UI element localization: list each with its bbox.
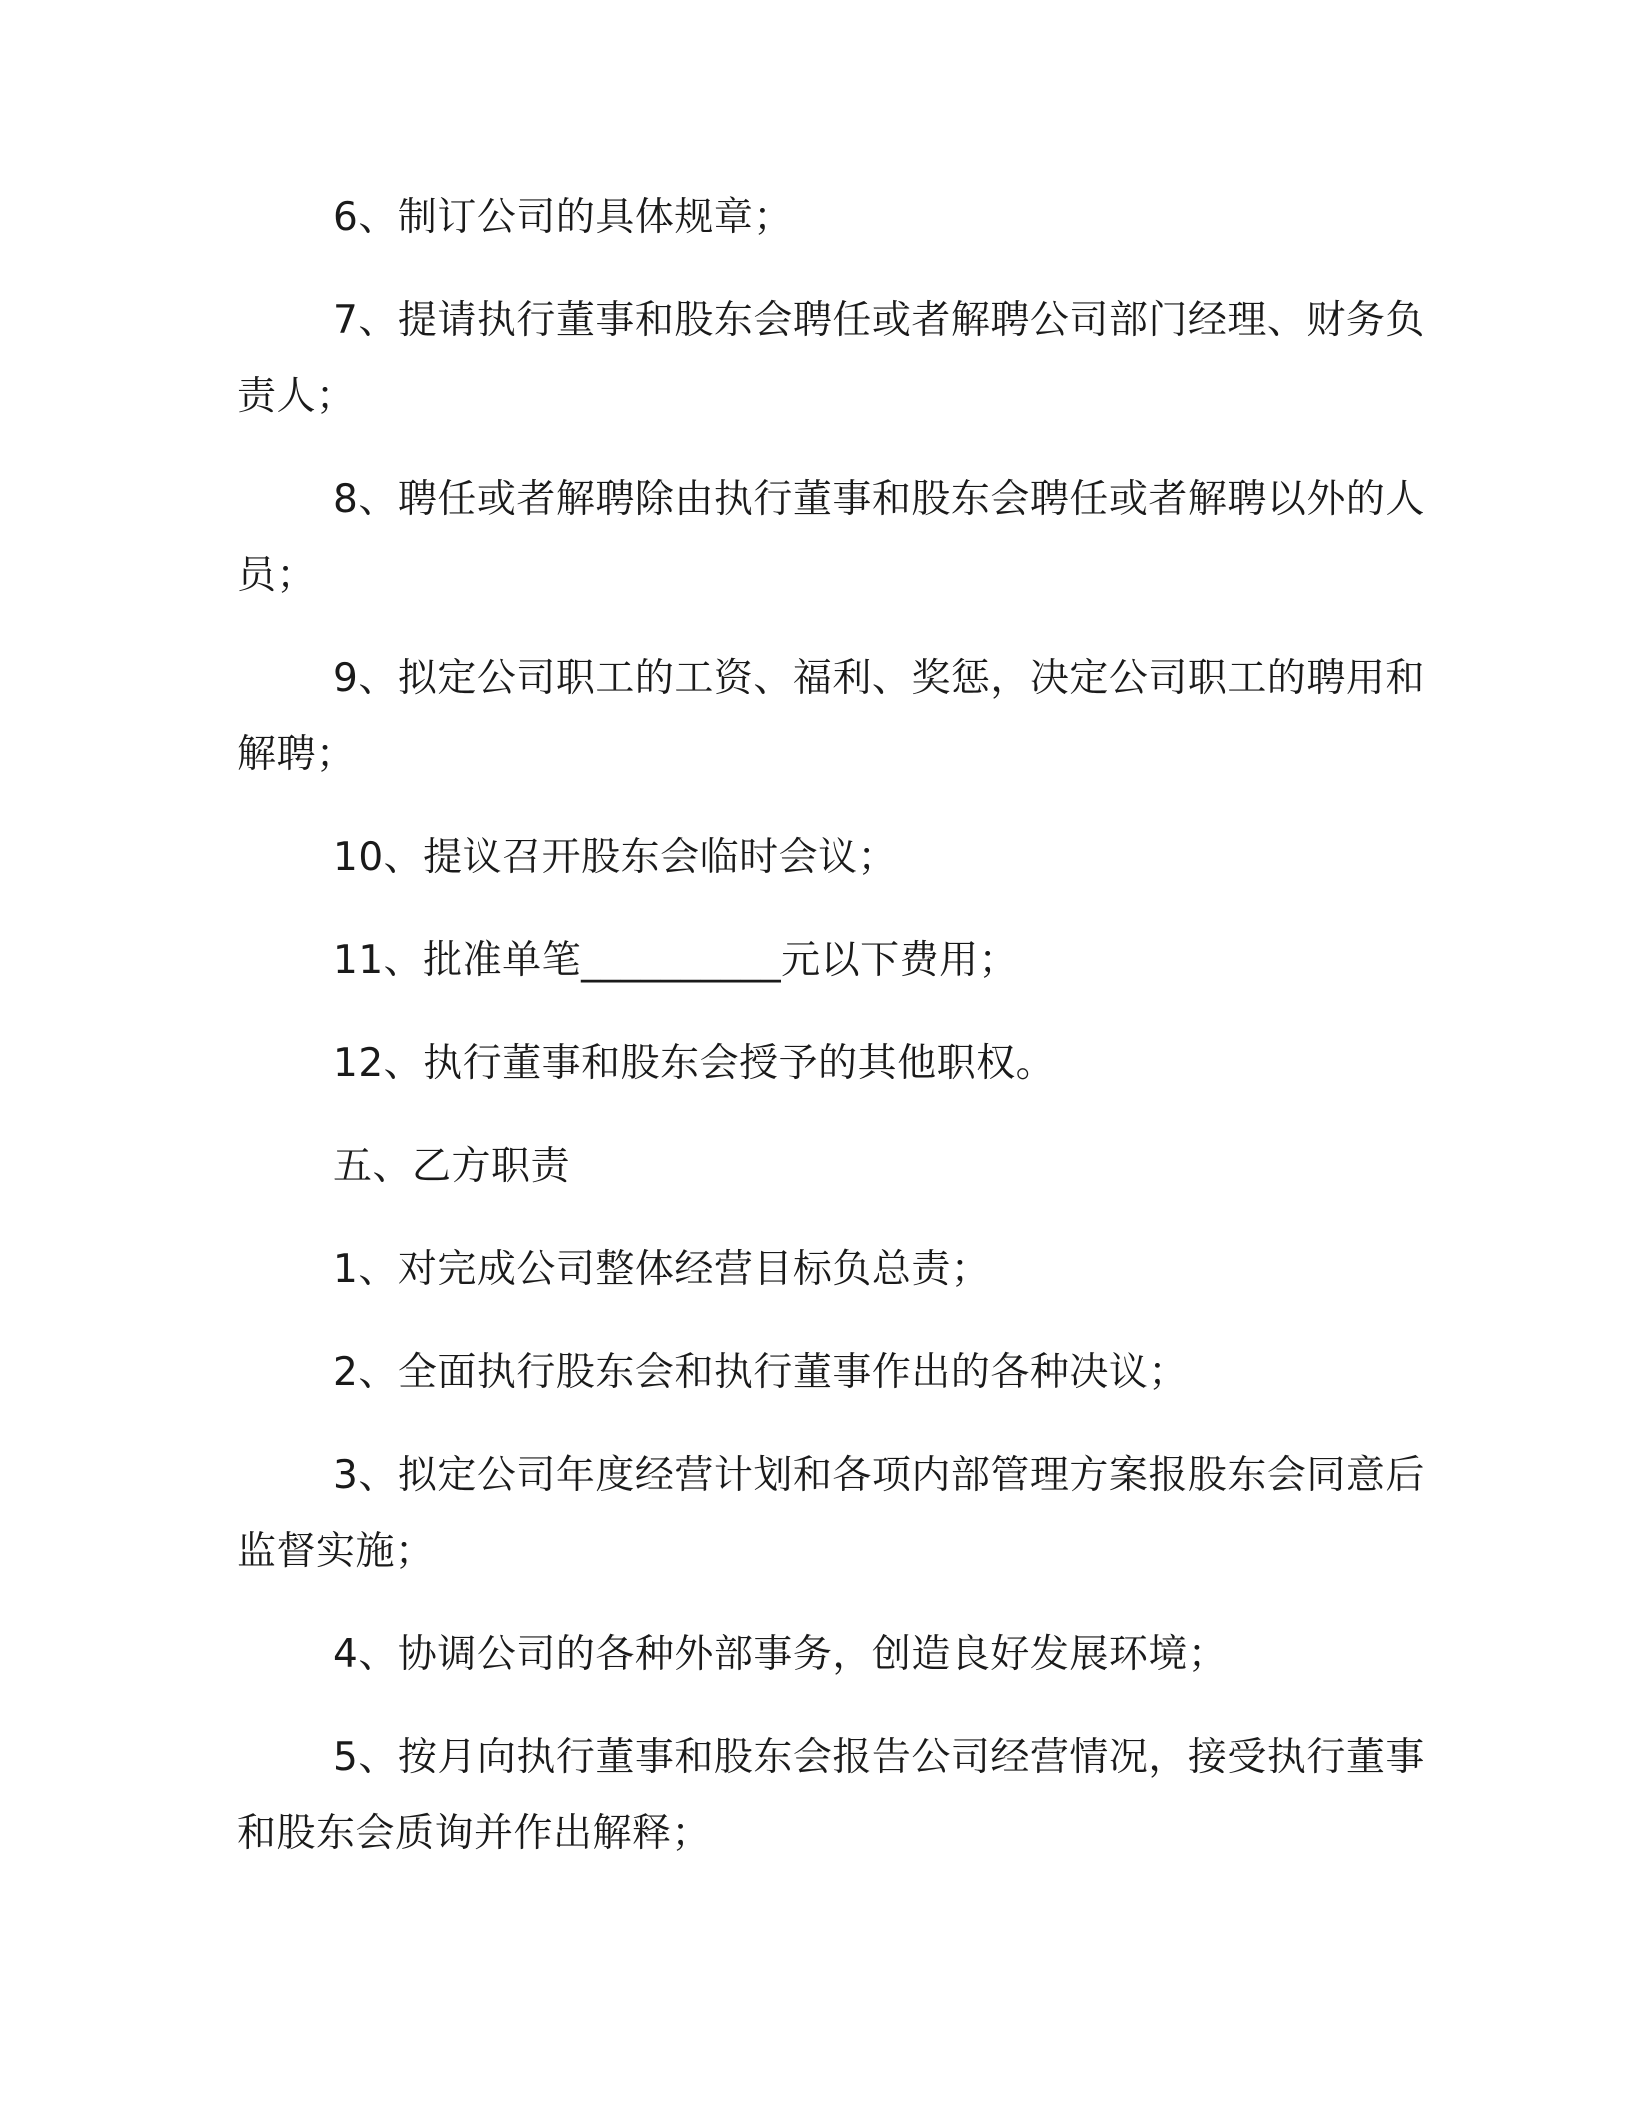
item-9-text-continued: 解聘； [237, 732, 356, 777]
item-8-text: 8、聘任或者解聘除由执行董事和股东会聘任或者解聘以外的人 [333, 477, 1425, 522]
item-8-text-continued: 员； [237, 553, 317, 598]
item-10-text: 10、提议召开股东会临时会议； [333, 835, 898, 880]
item-6-text: 6、制订公司的具体规章； [333, 195, 793, 240]
duty-3-text: 3、拟定公司年度经营计划和各项内部管理方案报股东会同意后 [333, 1453, 1425, 1498]
duty-5-text-continued: 和股东会质询并作出解释； [237, 1811, 712, 1856]
item-9-text: 9、拟定公司职工的工资、福利、奖惩，决定公司职工的聘用和 [333, 656, 1425, 701]
duty-3-text-continued: 监督实施； [237, 1529, 435, 1574]
duty-5-text: 5、按月向执行董事和股东会报告公司经营情况，接受执行董事 [333, 1735, 1425, 1780]
duty-1-text: 1、对完成公司整体经营目标负总责； [333, 1247, 991, 1292]
item-7-text-continued: 责人； [237, 374, 356, 419]
item-7-text: 7、提请执行董事和股东会聘任或者解聘公司部门经理、财务负 [333, 298, 1425, 343]
duty-2-text: 2、全面执行股东会和执行董事作出的各种决议； [333, 1350, 1188, 1395]
item-12-text: 12、执行董事和股东会授予的其他职权。 [333, 1041, 1056, 1086]
duty-4-text: 4、协调公司的各种外部事务，创造良好发展环境； [333, 1632, 1228, 1677]
item-11-text: 11、批准单笔__________元以下费用； [333, 938, 1019, 983]
section-heading: 五、乙方职责 [333, 1144, 571, 1189]
